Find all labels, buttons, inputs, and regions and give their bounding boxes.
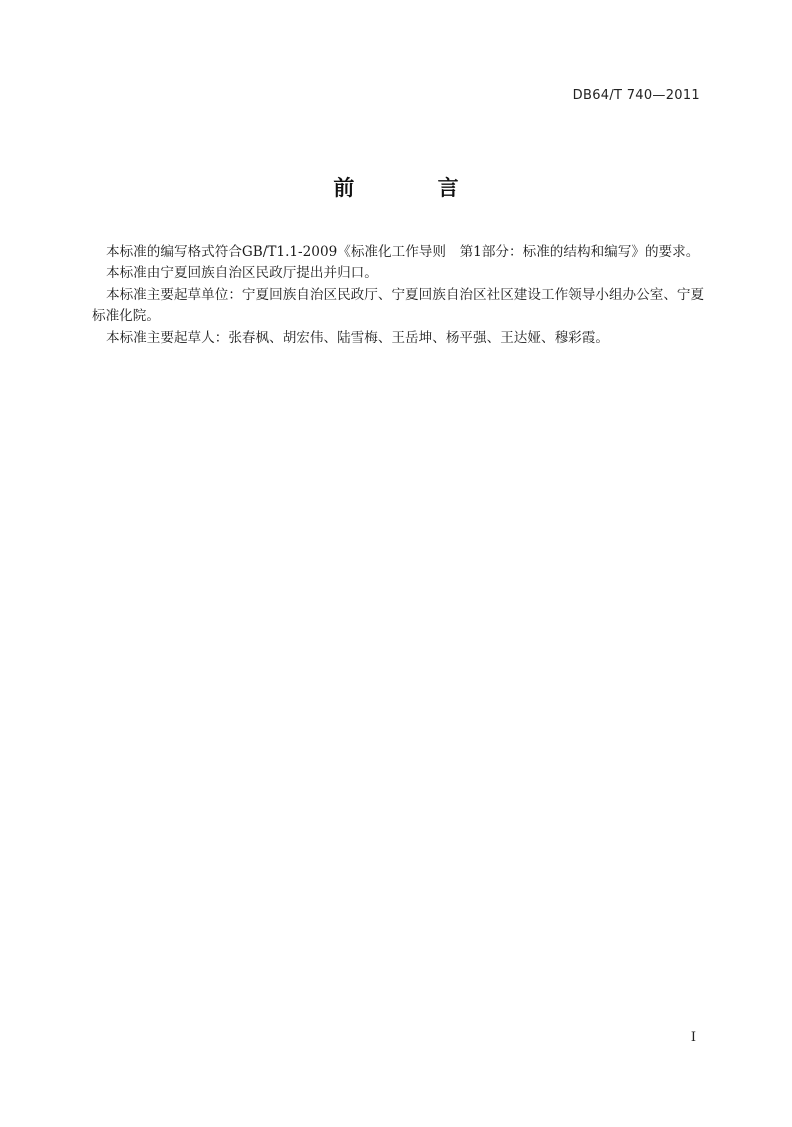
- paragraph-format: 本标准的编写格式符合GB/T1.1-2009《标准化工作导则 第1部分：标准的结构和编写》的要求。: [106, 244, 700, 260]
- standard-code: DB64/T 740—2011: [572, 88, 700, 103]
- page-number: I: [690, 1030, 696, 1045]
- page-title: 前 言: [333, 176, 497, 200]
- foreword-body: [92, 242, 710, 349]
- paragraph-proposer: 本标准由宁夏回族自治区民政厅提出并归口。: [106, 265, 378, 282]
- paragraph-drafting-units: 本标准主要起草单位：宁夏回族自治区民政厅、宁夏回族自治区社区建设工作领导小组办公室、宁夏标准化院。: [92, 286, 705, 325]
- paragraph-drafters: 本标准主要起草人：张春枫、胡宏伟、陆雪梅、王岳坤、杨平强、王达娅、穆彩霞。: [106, 329, 609, 346]
